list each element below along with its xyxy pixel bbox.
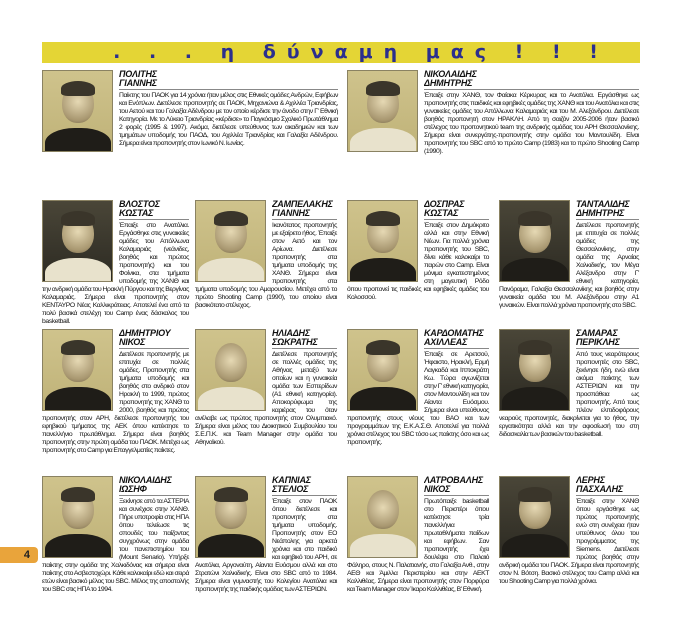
coach-surname: ΖΑΜΠΕΛΑΚΗΣ [272, 200, 333, 209]
coach-name [424, 200, 489, 220]
coach-firstname: ΑΧΙΛΛΕΑΣ [424, 337, 468, 347]
coach-bio: Παίκτης του ΠΑΟΚ για 14 χρόνια ήταν μέλος στις Εθνικές ομάδες Ανδρών, Εφήβων και Ενόπλων. Διετέλεσε προπονητής σε ΠΑΟΚ, Μηχανιώνα & Αχιλλέα Τριανδρίας, του Αετού και του Γαλαξία Αδένδρου με τον οποίο κέρδισε την άνοδο στην Γ' Εθνική Κατηγορία. Με το Λύκειο Τριανδρίας «κέρδισε» το Παγκόσμιο Σχολικό Πρωτάθλημα 2 φορές (1995 & 1997). Ακόμα, διετέλεσε υπεύθυνος των ακαδημιών και των τμημάτων υποδομής του ΠΑΟΔ, του Αχιλλέα Τριανδρίας και Γαλαξία Αδένδρου. Σήμερα είναι προπονητής στον Ιωνικό Ν. Ιωνίας. [119, 92, 338, 147]
coach-profile [347, 476, 489, 594]
coach-bio: Έπαιξε στον Δημόκριτο αλλά και στην Εθνική Νέων. Για πολλά χρόνια προπονητής του SBC, δίνει κάθε καλοκαίρι το παρών στο Camp. Είναι μόνιμα εγκατεστημένος στη μαγευτική Ρόδο όπου προπονεί τις παιδικές και εφηβικές ομάδες του Κολοσσού. [347, 222, 489, 301]
photo-shirt [198, 534, 264, 558]
coach-name [576, 200, 639, 220]
coach-bio: Έπαιξε στην ΧΑΝΘ όπου εργάσθηκε ως πρώτος προπονητής ενώ στη συνέχεια ήταν υπεύθυνος όλου του προγράμματος της Siemens. Διετέλεσε πρώτος βοηθός στην ανδρική ομάδα του ΠΑΟΚ. Σήμερα είναι προπονητής στον Ν. Βότση. Βασικό στέλεχος του Camp αλλά και του Shooting Camp για πολλά χρόνια. [499, 498, 639, 585]
coach-profile [347, 329, 489, 447]
coach-photo [195, 329, 266, 411]
coach-bio: Έπαιξε στην ΧΑΝΘ, τον Φαίακα Κέρκυρας και το Ανατόλια. Εργάσθηκε ως προπονητής στις παιδικές και εφηβικές ομάδες της ΧΑΝΘ και του Ανατόλια και στις γυναικείες ομάδες του Απόλλωνα Καλαμαριάς και του Μ. Αλεξάνδρου. Διετέλεσε βοηθός προπονητή στον ΗΡΑΚΛΗ. Από τη σαιζόν 2005-2006 ήταν βασικό στέλεχος του προπονητικού team της ανδρικής ομάδας του ΑΡΗ Θεσσαλονίκης. Σήμερα είναι συνεργάτης-προπονητής στην ομάδα του Μαντουλίδη. Είναι προπονητής του SBC από το πρώτο Camp (1983) και το πρώτο Shooting Camp (1990). [424, 92, 639, 155]
coach-firstname: ΓΙΑΝΝΗΣ [119, 78, 157, 88]
photo-shirt [502, 534, 568, 558]
photo-hair [214, 340, 248, 355]
photo-hair [61, 81, 95, 96]
coach-name [119, 329, 189, 349]
page-number-tab [0, 547, 38, 563]
coach-firstname: ΣΩΚΡΑΤΗΣ [272, 337, 318, 347]
photo-shirt [198, 387, 264, 411]
photo-shirt [350, 128, 416, 152]
coach-name [576, 329, 639, 349]
photo-shirt [45, 128, 111, 152]
photo-shirt [198, 258, 264, 282]
coach-profile [499, 329, 639, 439]
photo-shirt [502, 258, 568, 282]
coach-surname: ΒΛΟΣΤΟΣ [119, 200, 160, 209]
coach-firstname: ΣΤΕΛΙΟΣ [272, 484, 309, 494]
coach-bio: Έπαιξε σε Αρετσού, Ήφαιστο, Ηρακλή, Ερμή Λαγκαδά και Ιπποκράτη Κω. Τώρα αγωνίζεται στην Γ' εθνική κατηγορία, στον Μαντουλίδη και τον Αίαντα Ευόσμου. Σήμερα είναι υπεύθυνος προπονητής στους νέους του ΒΑΟ και των προγραμμάτων της Ε.Κ.Α.Σ.Θ. Αποτελεί για πολλά χρόνια στέλεχος του SBC τόσο ως παίκτης όσο και ως προπονητής. [347, 351, 489, 446]
coach-bio: Διετέλεσε προπονητής σε πολλές ομάδες της Αθήνας μεταξύ των οποίων και η γυναικεία ομάδα των Εσπερίδων (Α1 εθνική κατηγορία). Αποκορύφωμα της καριέρας του όταν ανέλαβε ως πρώτος προπονητής στον Ολυμπιακό. Σήμερα είναι μέλος του Διοικητικού Συμβουλίου του Σ.Ε.Π.Κ. και Team Manager στην ομάδα του Αθηναϊκού. [195, 351, 337, 446]
coach-profile [42, 70, 338, 153]
photo-hair [214, 211, 248, 226]
coach-surname: ΔΗΜΗΤΡΙΟΥ [119, 329, 171, 338]
coach-photo [42, 70, 113, 152]
coach-surname: ΔΟΣΠΡΑΣ [424, 200, 465, 209]
photo-hair [61, 340, 95, 355]
coach-photo [347, 70, 418, 152]
page-title: . . . η δύναμη μας ! ! ! [113, 41, 609, 63]
coach-photo [42, 329, 113, 411]
coach-photo [499, 200, 570, 282]
photo-hair [366, 211, 400, 226]
coach-photo [347, 329, 418, 411]
coach-firstname: ΔΗΜΗΤΡΗΣ [424, 78, 473, 88]
coach-profile [347, 200, 489, 302]
photo-hair [518, 211, 552, 226]
coach-firstname: ΝΙΚΟΣ [119, 337, 146, 347]
photo-hair [518, 487, 552, 502]
coach-surname: ΤΑΝΤΑΛΙΔΗΣ [576, 200, 630, 209]
photo-shirt [502, 387, 568, 411]
coach-name [119, 476, 189, 496]
coach-firstname: ΠΑΣΧΑΛΗΣ [576, 484, 623, 494]
coach-name [272, 329, 337, 349]
coach-bio: Ικανότατος προπονητής με εξαίρετο ήθος. Έπαιξε στον Αετό και τον Αρίωνα. Διετέλεσε προπονητής στα τμήματα υποδομής της ΧΑΝΘ. Σήμερα είναι προπονητής στα τμήματα υποδομής του Αμαρουσίου. Μετέχει από το πρώτο Shooting Camp (1990), του οποίου είναι βασικότατο στέλεχος. [195, 222, 337, 309]
coach-name [119, 200, 189, 220]
coach-profile [42, 329, 189, 455]
coach-bio: Έπαιξε στον ΠΑΟΚ όπου διετέλεσε και προπονητής στα τμήματα υποδομής. Προπονητής στον ΕΟ Νεάπολης για αρκετά χρόνια και στο παιδικό και εφηβικό του ΑΡΗ, σε Ανατόλια, Αργοναύτη, Αίαντα Ευόσμου αλλά και στο Στρατώνι Χαλκιδικής. Είναι στο SBC από το 1984. Σήμερα είναι γυμναστής του Κολεγίου Ανατόλια και προπονητής της παιδικής ομάδας των ΑΣΤΕΡΙΩΝ. [195, 498, 337, 593]
coach-photo [195, 200, 266, 282]
coach-bio: Ξεκίνησε από τα ΑΣΤΕΡΙΑ και συνέχισε στην ΧΑΝΘ. Πήρε υποτροφία στις ΗΠΑ όπου τελείωσε τις σπουδές του παίζοντας συγχρόνως στην ομάδα του πανεπιστημίου του (Mount Senario). Υπήρξε παίκτης στην ομάδα της Χαλκιδόνας και σήμερα είναι παίκτης στο Ασβεστοχώρι. Κάθε καλοκαίρι εδώ και σειρά ετών είναι βασικό μέλος του SBC. Μέλος της αποστολής του SBC στις ΗΠΑ το 1994. [42, 498, 189, 593]
coach-name [424, 329, 489, 349]
coach-profile [195, 200, 337, 310]
coach-bio: Από τους νεαρότερους προπονητές στο SBC, ξεκίνησε ήδη, ενώ είναι ακόμα παίκτης των ΑΣΤΕΡΙΩΝ και την προσπάθεια ως προπονητής. Από τους πλέον ελπιδοφόρους νεαρούς προπονητές, διακρίνεται για το ήθος, την εργατικότητα αλλά και την αφοσίωσή του στη διδασκαλία των βασικών του basketball. [499, 351, 639, 438]
coach-surname: ΛΕΡΗΣ [576, 476, 605, 485]
coach-profile [499, 200, 639, 310]
photo-shirt [350, 387, 416, 411]
photo-shirt [350, 258, 416, 282]
coach-name [576, 476, 639, 496]
photo-hair [61, 487, 95, 502]
coach-photo [499, 476, 570, 558]
photo-hair [518, 340, 552, 355]
coach-profile [347, 70, 639, 156]
coach-firstname: ΝΙΚΟΣ [424, 484, 451, 494]
coach-profile [195, 476, 337, 594]
coach-firstname: ΙΩΣΗΦ [119, 484, 147, 494]
coach-surname: ΣΑΜΑΡΑΣ [576, 329, 618, 338]
photo-shirt [45, 258, 111, 282]
coach-photo [499, 329, 570, 411]
coach-photo [195, 476, 266, 558]
coach-photo [347, 200, 418, 282]
coach-photo [347, 476, 418, 558]
coach-firstname: ΔΗΜΗΤΡΗΣ [576, 208, 625, 218]
photo-shirt [45, 534, 111, 558]
coach-surname: ΗΛΙΑΔΗΣ [272, 329, 310, 338]
coach-name [272, 200, 337, 220]
page-number: 4 [23, 549, 30, 561]
coach-bio: Πρωτόπαιξε basketball στο Περιστέρι όπου κατέκτησε τρία πανελλήνια πρωταθλήματα παίδων και εφήβων. Σαν προπονητής έχει δουλέψει στο Παλαιό Φάληρο, στους Ν. Παλατιανής, στο Γαλαξία Ανθ., στην ΑΕΘ και Άμιλλα Περιστερίου και στην ΑΕΚΤ Καλλιθέας. Σήμερα είναι προπονητής στον Πορφύρα και Team Manager στον Ίκαρο Καλλιθέας, Β' Εθνική. [347, 498, 489, 593]
coach-firstname: ΚΩΣΤΑΣ [119, 208, 154, 218]
coach-name [424, 70, 639, 90]
photo-hair [61, 211, 95, 226]
coach-name [424, 476, 489, 496]
coach-name [272, 476, 337, 496]
coach-surname: ΠΟΛΙΤΗΣ [119, 70, 157, 79]
coach-bio: Διετέλεσε προπονητής με επιτυχία σε πολλές ομάδες της Θεσσαλονίκης, στην ομάδα της Αρναίας Χαλκιδικής, τον Μέγα Αλέξανδρο στην Γ' εθνική κατηγορία, Πανόραμα, Γαλαξία Θεσσαλονίκης και βοηθός στην γυναικεία ομάδα του Μ. Αλεξάνδρου στην Α1 γυναικών. Είναι πολλά χρόνια προπονητής στο SBC. [499, 222, 639, 309]
coach-name [119, 70, 338, 90]
coach-surname: ΚΑΠΝΙΑΣ [272, 476, 311, 485]
coach-surname: ΝΙΚΟΛΑΪΔΗΣ [424, 70, 477, 79]
coach-photo [42, 200, 113, 282]
photo-shirt [350, 534, 416, 558]
photo-hair [366, 487, 400, 502]
coach-surname: ΝΙΚΟΛΑΪΔΗΣ [119, 476, 172, 485]
coach-firstname: ΚΩΣΤΑΣ [424, 208, 459, 218]
title-banner [42, 42, 640, 63]
coach-bio: Έπαιξε στο Ανατόλια. Εργάσθηκε στις γυναικείες ομάδες του Απόλλωνα Καλαμαριάς (νεάνιδες, βοηθός και πρώτος προπονητής) και του Φοίνικα, στα τμήματα υποδομής της ΧΑΝΘ και την ανδρική ομάδα του Ηρακλή Πύργου και της Βεργίνας Καλαμαριάς. Σήμερα είναι προπονητής στον ΚΕΝΤΑΥΡΟ Νέας Καλλικράτειας. Αποτελεί ένα από τα πολύ βασικά στελέχη του Camp ένας δάσκαλος του basketball. [42, 222, 189, 325]
photo-hair [366, 340, 400, 355]
photo-hair [214, 487, 248, 502]
photo-hair [366, 81, 400, 96]
coach-profile [42, 200, 189, 326]
coach-profile [42, 476, 189, 594]
coach-firstname: ΓΙΑΝΝΗΣ [272, 208, 310, 218]
coach-profile [195, 329, 337, 447]
coach-bio: Διετέλεσε προπονητής με επιτυχία σε πολλές ομάδες. Προπονητής στα τμήματα υποδομής και βοηθός στο ανδρικό στον Ηρακλή το 1999, πρώτος προπονητής της ΧΑΝΘ το 2000, βοηθός και πρώτος προπονητής στον ΑΡΗ, διετέλεσε προπονητής του εφηβικού τμήματος της ΑΕΚ όπου κατέκτησε το πανελλήνιο πρωτάθλημα. Σήμερα είναι βοηθός προπονητής στην πρώτη ομάδα του ΠΑΟΚ. Μετέχει ως προπονητής στο Camp για Επαγγελματίες παίκτες. [42, 351, 189, 454]
coach-firstname: ΠΕΡΙΚΛΗΣ [576, 337, 620, 347]
coach-profile [499, 476, 639, 586]
coach-photo [42, 476, 113, 558]
coach-surname: ΚΑΡΔΟΜΑΤΗΣ [424, 329, 484, 338]
photo-shirt [45, 387, 111, 411]
coach-surname: ΛΑΤΡΟΒΑΛΗΣ [424, 476, 483, 485]
